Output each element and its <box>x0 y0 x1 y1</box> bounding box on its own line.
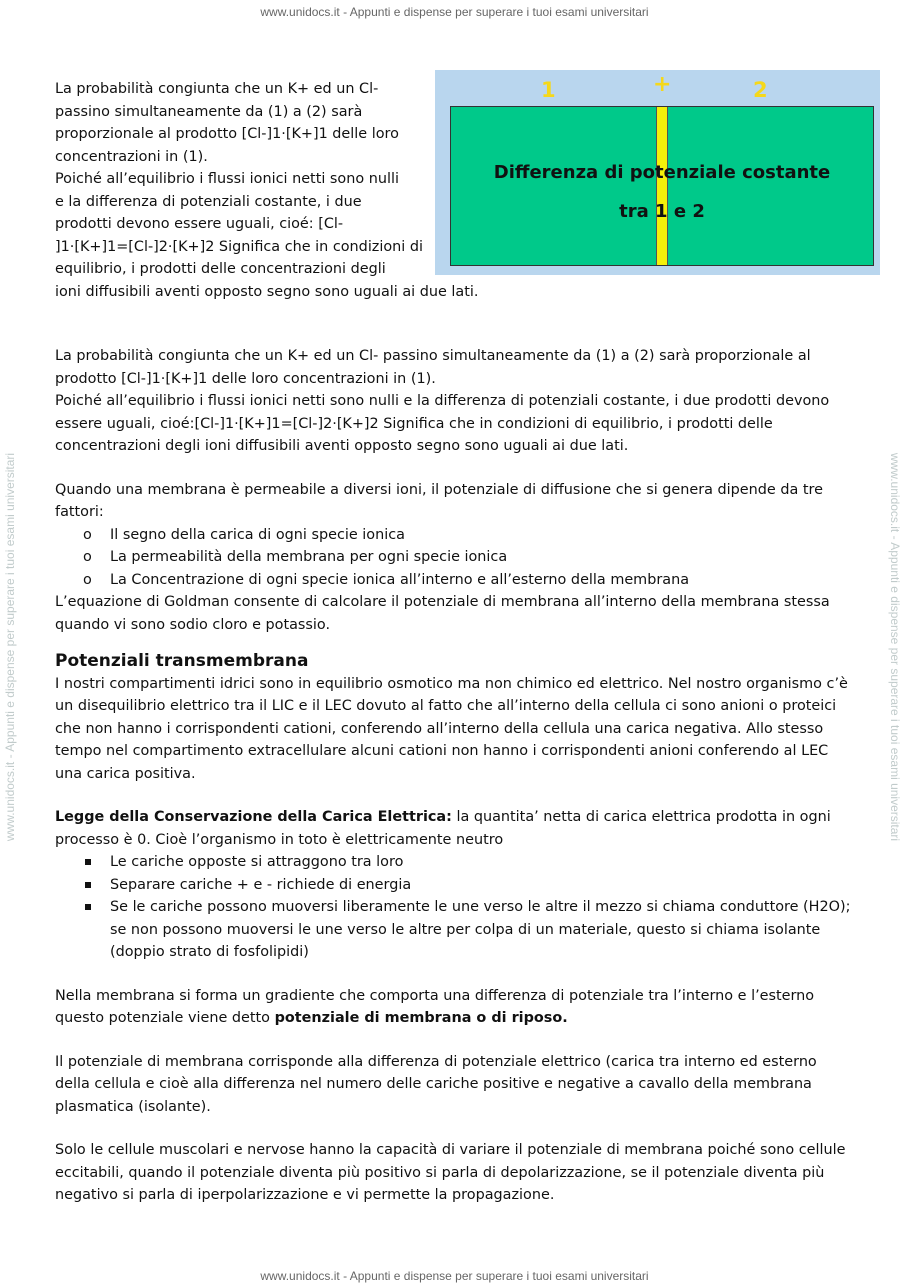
intro-line: La probabilità congiunta che un K+ ed un Cl- <box>55 81 379 97</box>
compartment-1-label: 1 <box>541 78 556 102</box>
paragraph-equilibrium: Poiché all’equilibrio i flussi ionici netti sono nulli e la differenza di potenziali costante, i due prodotti devono essere uguali, cioé:[Cl-]1·[K+]1=[Cl-]2·[K+]2 Significa che in condizioni di equilibrio, i prodotti delle concentrazioni degli ioni diffusibili aventi opposto segno sono uguali ai due lati. <box>55 393 830 454</box>
plus-marker: + <box>653 72 672 97</box>
list-item: Separare cariche + e - richiede di energia <box>110 874 855 897</box>
section-heading: Potenziali transmembrana <box>55 651 309 671</box>
paragraph-membrane-potential: Il potenziale di membrana corrisponde alla differenza di potenziale elettrico (carica tra interno ed esterno della cellula e cioè alla differenza nel numero delle cariche positive e negative a cavallo della membrana plasmatica (isolante). <box>55 1053 817 1115</box>
intro-line: concentrazioni in (1). <box>55 148 208 165</box>
watermark-side-right: www.unidocs.it - Appunti e dispense per superare i tuoi esami universitari <box>888 452 902 842</box>
paragraph-excitable-cells: Solo le cellule muscolari e nervose hanno la capacità di variare il potenziale di membrana poiché sono cellule eccitabili, quando il potenziale diventa più positivo si parla di depolarizzazione, se il potenziale diventa più negativo si parla di iperpolarizzazione e vi permette la propagazione. <box>55 1142 846 1203</box>
paragraph-charge-law <box>55 806 855 851</box>
list-item: Le cariche opposte si attraggono tra loro <box>110 851 855 874</box>
paragraph-gradient <box>55 985 855 1030</box>
watermark-header: www.unidocs.it - Appunti e dispense per superare i tuoi esami universitari <box>260 5 649 19</box>
paragraph-compartments: I nostri compartimenti idrici sono in equilibrio osmotico ma non chimico ed elettrico. Nel nostro organismo c’è un disequilibrio elettrico tra il LIC e il LEC dovuto al fatto che all’interno della cellula ci sono anioni o proteici che non hanno i corrispondenti cationi, conferendo all’interno della cellula una carica negativa. Allo stesso tempo nel compartimento extracellulare alcuni cationi non hanno i corrispondenti anioni conferendo al LEC una carica positiva. <box>55 675 848 782</box>
charge-law-title: Legge della Conservazione della Carica Elettrica: <box>55 809 452 825</box>
paragraph-probability: La probabilità congiunta che un K+ ed un Cl- passino simultaneamente da (1) a (2) sarà proporzionale al prodotto [Cl-]1·[K+]1 delle loro concentrazioni in (1). <box>55 348 811 387</box>
intro-line: Poiché all’equilibrio i flussi ionici netti sono nulli <box>55 171 399 187</box>
charge-law-text: la quantita’ netta di carica elettrica prodotta in ogni processo è 0. Cioè l’organismo in toto è elettricamente neutro <box>55 809 831 848</box>
charges-list <box>55 851 855 964</box>
figure-label-line2: tra 1 e 2 <box>619 201 705 222</box>
list-item: o Il segno della carica di ogni specie ionica <box>110 524 855 547</box>
list-item: o La Concentrazione di ogni specie ionica all’interno e all’esterno della membrana <box>110 569 855 592</box>
document-body <box>55 78 855 1207</box>
paragraph-goldman: L’equazione di Goldman consente di calcolare il potenziale di membrana all’interno della membrana stessa quando vi sono sodio cloro e potassio. <box>55 594 830 633</box>
intro-line: passino simultaneamente da (1) a (2) sarà <box>55 103 363 120</box>
list-item: o La permeabilità della membrana per ogni specie ionica <box>110 546 855 569</box>
intro-tail: ioni diffusibili aventi opposto segno sono uguali ai due lati. <box>55 283 479 300</box>
watermark-side-left: www.unidocs.it - Appunti e dispense per superare i tuoi esami universitari <box>3 452 17 842</box>
list-item: Se le cariche possono muoversi liberamente le une verso le altre il mezzo si chiama conduttore (H2O); se non possono muoversi le une verso le altre per colpa di un materiale, questo si chiama isolante (doppio strato di fosfolipidi) <box>110 896 855 964</box>
intro-line: e la differenza di potenziali costante, i due <box>55 193 362 210</box>
intro-paragraph <box>55 78 425 281</box>
intro-line: proporzionale al prodotto [Cl-]1·[K+]1 delle loro <box>55 126 399 142</box>
watermark-footer: www.unidocs.it - Appunti e dispense per superare i tuoi esami universitari <box>260 1269 649 1283</box>
gradient-text: Nella membrana si forma un gradiente che comporta una differenza di potenziale tra l’interno e l’esterno questo potenziale viene detto <box>55 987 815 1026</box>
factors-list <box>55 524 855 592</box>
paragraph-permeability: Quando una membrana è permeabile a diversi ioni, il potenziale di diffusione che si genera dipende da tre fattori: <box>55 481 823 520</box>
intro-line: equilibrio, i prodotti delle concentrazioni degli <box>55 261 386 277</box>
figure-label-line1: Differenza di potenziale costante <box>493 162 831 183</box>
intro-line: ]1·[K+]1=[Cl-]2·[K+]2 Significa che in condizioni di <box>55 238 423 255</box>
compartment-2-label: 2 <box>753 78 768 102</box>
gradient-term: potenziale di membrana o di riposo. <box>274 1010 568 1026</box>
intro-line: prodotti devono essere uguali, cioé: [Cl- <box>55 216 344 232</box>
